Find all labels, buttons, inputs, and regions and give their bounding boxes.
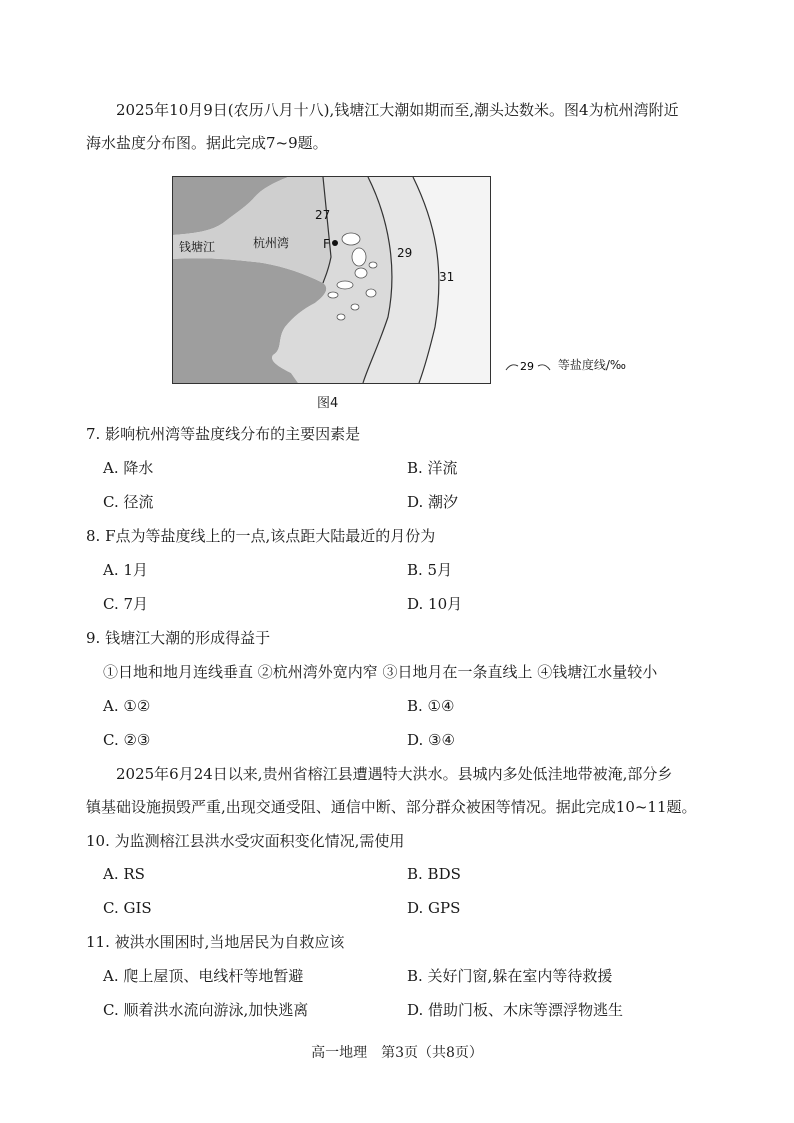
q7-option-c: C. 径流 [103, 493, 154, 511]
label-31: 31 [439, 270, 455, 284]
q7-option-d: D. 潮汐 [407, 493, 459, 511]
label-27: 27 [315, 208, 331, 222]
q8-option-c: C. 7月 [103, 595, 149, 613]
q10-stem: 10. 为监测榕江县洪水受灾面积变化情况,需使用 [86, 832, 405, 850]
q10-option-d: D. GPS [407, 899, 461, 917]
figure-caption: 图4 [317, 396, 339, 411]
q8-stem: 8. F点为等盐度线上的一点,该点距大陆最近的月份为 [86, 527, 436, 545]
q7-option-a: A. 降水 [103, 459, 154, 477]
q11-option-c: C. 顺着洪水流向游泳,加快逃离 [103, 1001, 309, 1019]
legend-text: 等盐度线/‰ [557, 358, 626, 372]
q10-option-b: B. BDS [407, 865, 461, 883]
point-F [332, 240, 338, 246]
q11-option-d: D. 借助门板、木床等漂浮物逃生 [407, 1001, 624, 1019]
q8-option-a: A. 1月 [103, 561, 148, 579]
q9-option-c: C. ②③ [103, 731, 151, 749]
q7-option-b: B. 洋流 [407, 459, 458, 477]
intro2-line1: 2025年6月24日以来,贵州省榕江县遭遇特大洪水。县城内多处低洼地带被淹,部分乡 [116, 765, 673, 783]
q9-option-d: D. ③④ [407, 731, 455, 749]
legend-value: 29 [520, 359, 534, 373]
label-hangzhou-bay: 杭州湾 [253, 236, 290, 250]
q11-stem: 11. 被洪水围困时,当地居民为自救应该 [86, 933, 345, 951]
q9-items: ①日地和地月连线垂直 ②杭州湾外宽内窄 ③日地月在一条直线上 ④钱塘江水量较小 [103, 663, 658, 681]
label-F: F [323, 237, 330, 251]
map-legend [504, 356, 626, 374]
intro1-line2: 海水盐度分布图。据此完成7~9题。 [86, 134, 328, 152]
q10-option-a: A. RS [103, 865, 145, 883]
q8-option-d: D. 10月 [407, 595, 463, 613]
label-29: 29 [397, 246, 413, 260]
label-qiantang: 钱塘江 [179, 240, 216, 254]
q9-option-a: A. ①② [103, 697, 151, 715]
q11-option-a: A. 爬上屋顶、电线杆等地暂避 [103, 967, 304, 985]
intro2-line2: 镇基础设施损毁严重,出现交通受阻、通信中断、部分群众被困等情况。据此完成10~11题。 [86, 798, 697, 816]
q7-stem: 7. 影响杭州湾等盐度线分布的主要因素是 [86, 425, 361, 443]
q11-option-b: B. 关好门窗,躲在室内等待救援 [407, 967, 613, 985]
page-footer: 高一地理 第3页（共8页） [311, 1045, 483, 1061]
salinity-map [172, 176, 491, 384]
q10-option-c: C. GIS [103, 899, 152, 917]
q9-stem: 9. 钱塘江大潮的形成得益于 [86, 629, 271, 647]
intro1-line1: 2025年10月9日(农历八月十八),钱塘江大潮如期而至,潮头达数米。图4为杭州湾附近 [116, 101, 679, 119]
q8-option-b: B. 5月 [407, 561, 453, 579]
q9-option-b: B. ①④ [407, 697, 455, 715]
legend-isoline-icon [504, 358, 554, 374]
